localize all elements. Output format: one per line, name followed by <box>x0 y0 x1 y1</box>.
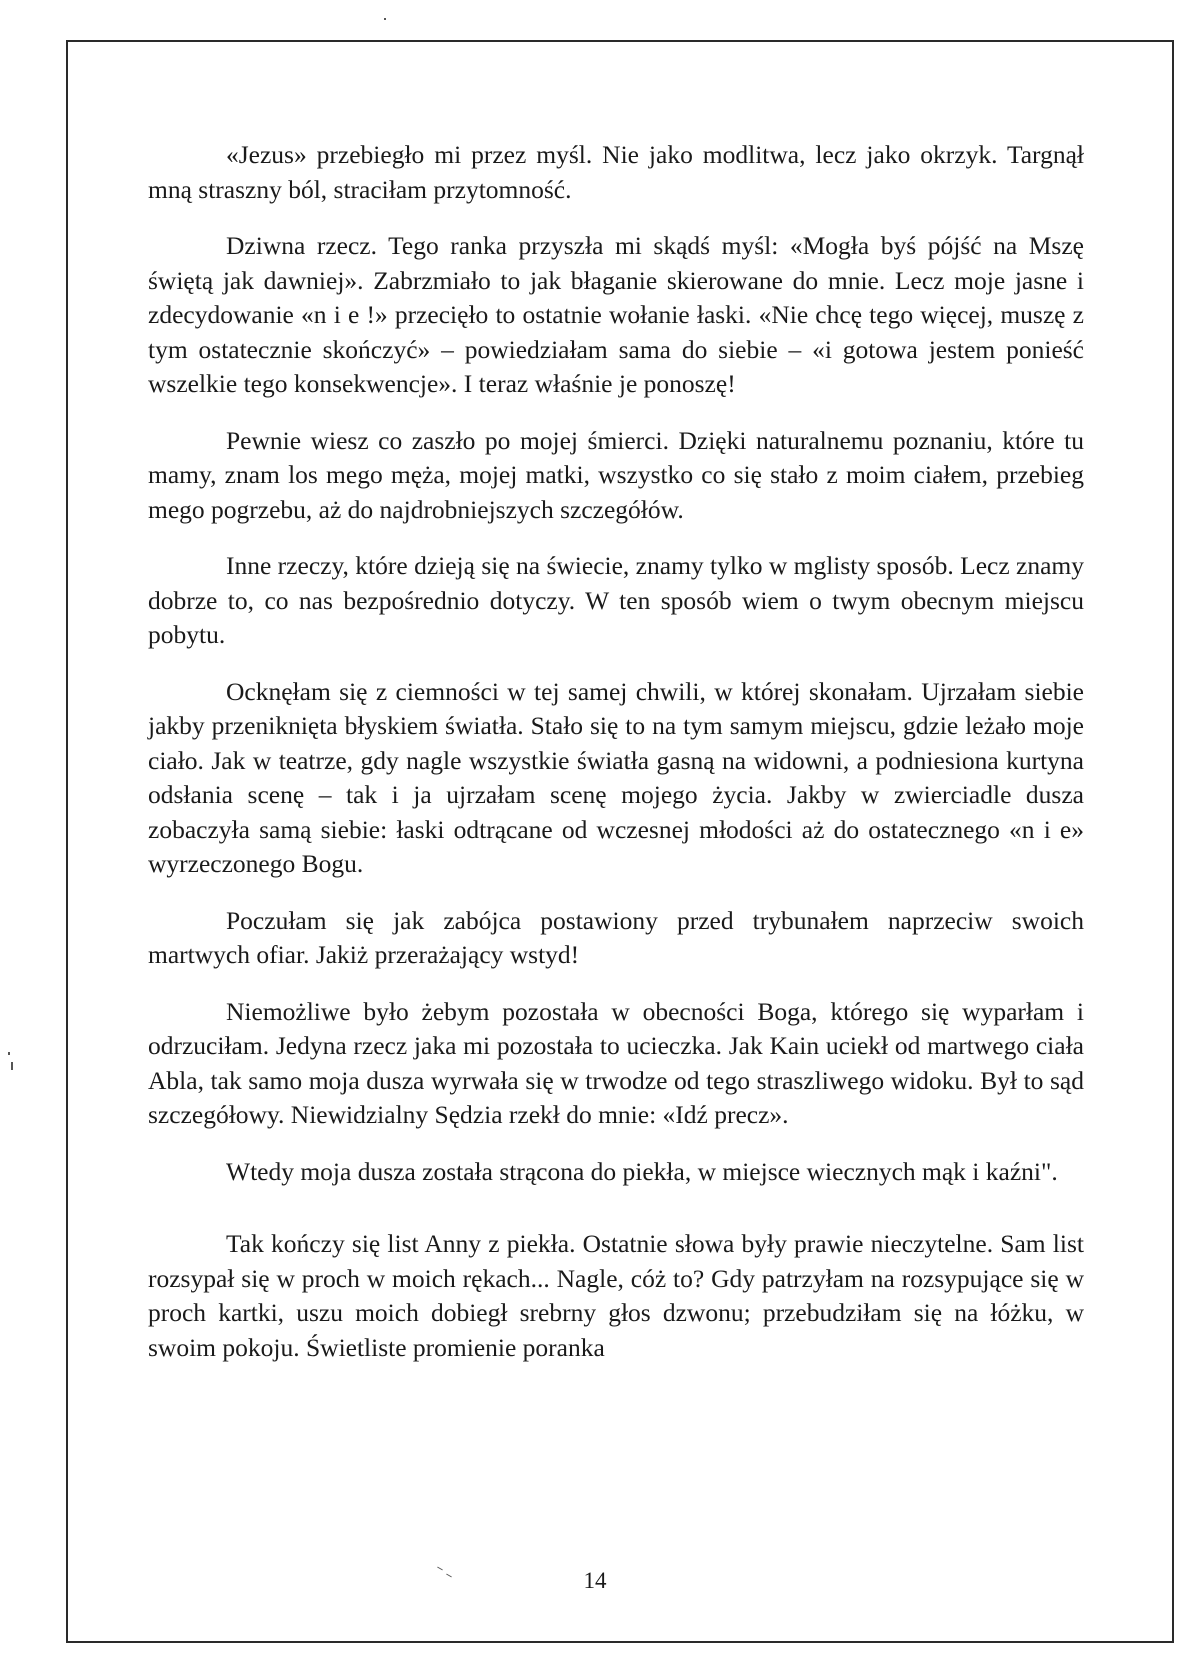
paragraph: Ocknęłam się z ciemności w tej samej chwili, w której skonałam. Ujrzałam siebie jakby przeniknięta błyskiem światła. Stało się to na tym samym miejscu, gdzie leżało moje ciało. Jak w teatrze, gdy nagle wszystkie światła gasną na widowni, a podniesiona kurtyna odsłania scenę – tak i ja ujrzałam scenę mojego życia. Jakby w zwierciadle dusza zobaczyła samą siebie: łaski odtrącane od wczesnej młodości aż do ostatecznego «n i e» wyrzeczonego Bogu. <box>148 676 1084 878</box>
paragraph: «Jezus» przebiegło mi przez myśl. Nie jako modlitwa, lecz jako okrzyk. Targnął mną straszny ból, straciłam przytomność. <box>148 140 1084 204</box>
page-number: 14 <box>583 1568 607 1593</box>
paragraph: Tak kończy się list Anny z piekła. Ostatnie słowa były prawie nieczytelne. Sam list rozsypał się w proch w moich rękach... Nagle, cóż to? Gdy patrzyłam na rozsypujące się w proch kartki, uszu moich dobiegł srebrny głos dzwonu; przebudziłam się na łóżku, w swoim pokoju. Świetliste promienie poranka <box>148 1229 1084 1362</box>
paragraph: Poczułam się jak zabójca postawiony przed trybunałem naprzeciw swoich martwych ofiar. Jakiż przerażający wstyd! <box>148 905 1084 969</box>
paragraph: Dziwna rzecz. Tego ranka przyszła mi skądś myśl: «Mogła byś pójść na Mszę świętą jak dawniej». Zabrzmiało to jak błaganie skierowane do mnie. Lecz moje jasne i zdecydowanie «n i e !» przecięło to ostatnie wołanie łaski. «Nie chcę tego więcej, muszę z tym ostatecznie skończyć» – powiedziałam sama do siebie – «i gotowa jestem ponieść wszelkie tego konsekwencje». I teraz właśnie je ponoszę! <box>148 231 1084 398</box>
body-text <box>148 138 1084 1387</box>
paragraph: Pewnie wiesz co zaszło po mojej śmierci. Dzięki naturalnemu poznaniu, które tu mamy, znam los mego męża, mojej matki, wszystko co się stało z moim ciałem, przebieg mego pogrzebu, aż do najdrobniejszych szczegółów. <box>148 425 1084 524</box>
scan-speck <box>384 18 386 20</box>
scan-speck <box>8 1052 10 1055</box>
paragraph: Niemożliwe było żebym pozostała w obecności Boga, którego się wyparłam i odrzuciłam. Jedyna rzecz jaka mi pozostała to ucieczka. Jak Kain uciekł od martwego ciała Abla, tak samo moja dusza wyrwała się w trwodze od tego straszliwego widoku. Był to sąd szczegółowy. Niewidzialny Sędzia rzekł do mnie: «Idź precz». <box>148 996 1084 1129</box>
paragraph: Wtedy moja dusza została strącona do piekła, w miejsce wiecznych mąk i kaźni". <box>226 1156 1058 1186</box>
scan-speck <box>11 1062 13 1070</box>
paragraph: Inne rzeczy, które dzieją się na świecie, znamy tylko w mglisty sposób. Lecz znamy dobrze to, co nas bezpośrednio dotyczy. W ten sposób wiem o twym obecnym miejscu pobytu. <box>148 551 1084 649</box>
